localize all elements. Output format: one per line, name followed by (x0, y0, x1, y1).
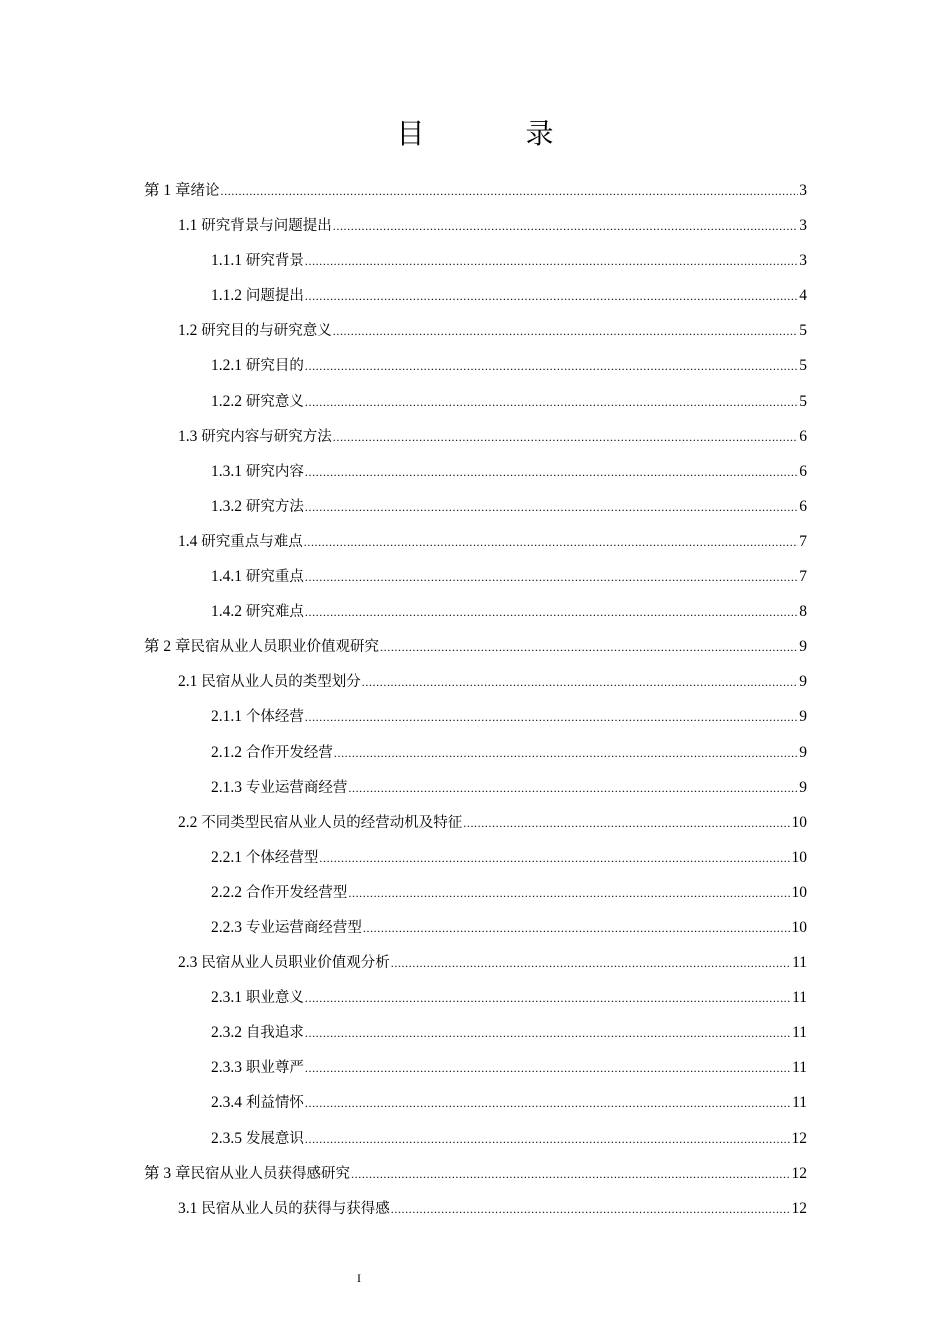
toc-entry-text: 职业意义 (245, 990, 304, 1007)
toc-dot-leader (305, 455, 798, 490)
toc-entry-number: 2.3.3 (211, 1059, 242, 1077)
toc-entry-text: 专业运营商经营 (245, 779, 348, 796)
toc-entry-heading (211, 1085, 304, 1121)
toc-entry-number: 1.2.1 (211, 357, 242, 375)
toc-page-number: 9 (799, 638, 807, 656)
toc-entry[interactable] (144, 735, 807, 770)
toc-entry[interactable] (144, 559, 807, 594)
toc-entry[interactable] (144, 278, 807, 313)
toc-page-number: 7 (799, 532, 807, 550)
toc-entry-heading (178, 419, 332, 455)
toc-entry-text: 不同类型民宿从业人员的经营动机及特征 (201, 814, 463, 831)
toc-dot-leader (391, 1192, 791, 1227)
toc-page-number: 9 (799, 778, 807, 796)
toc-entry-heading (211, 875, 347, 911)
toc-dot-leader (304, 525, 799, 560)
toc-dot-leader (391, 946, 791, 981)
toc-dot-leader (305, 595, 798, 630)
toc-entry[interactable] (144, 840, 807, 875)
toc-entry-heading (211, 384, 304, 420)
toc-entry-text: 自我追求 (245, 1025, 304, 1042)
toc-entry-text: 合作开发经营 (245, 744, 333, 761)
toc-entry-number: 2.2.3 (211, 918, 242, 936)
toc-page-number: 11 (792, 1024, 807, 1042)
toc-entry-text: 研究内容与研究方法 (201, 428, 332, 445)
toc-entry-number: 1.3 (178, 427, 198, 445)
toc-entry-heading (211, 559, 304, 595)
toc-entry[interactable] (144, 699, 807, 734)
toc-entry-heading (144, 629, 379, 665)
toc-dot-leader (305, 560, 798, 595)
toc-entry[interactable] (144, 629, 807, 664)
toc-entry-number: 2.1 (178, 673, 198, 691)
toc-entry-heading (211, 699, 304, 735)
toc-entry[interactable] (144, 805, 807, 840)
toc-dot-leader (380, 630, 798, 665)
toc-page-number: 10 (791, 848, 807, 866)
toc-entry[interactable] (144, 910, 807, 945)
toc-entry-number: 2.2.2 (211, 883, 242, 901)
toc-entry-number: 1.1 (178, 217, 198, 235)
toc-entry-text: 专业运营商经营型 (245, 919, 362, 936)
toc-page-number: 4 (799, 287, 807, 305)
toc-entry-heading (211, 454, 304, 490)
toc-page-number: 11 (792, 1094, 807, 1112)
toc-entry-text: 研究方法 (245, 498, 304, 515)
toc-entry-number: 1.4.2 (211, 603, 242, 621)
toc-entry[interactable] (144, 1015, 807, 1050)
toc-entry-text: 个体经营 (245, 709, 304, 726)
toc-entry[interactable] (144, 664, 807, 699)
toc-dot-leader (305, 279, 798, 314)
toc-entry-text: 利益情怀 (245, 1095, 304, 1112)
toc-entry-text: 研究内容 (245, 463, 304, 480)
toc-entry-number: 2.2 (178, 813, 198, 831)
toc-dot-leader (363, 911, 791, 946)
toc-entry-heading (178, 1191, 390, 1227)
toc-entry-text: 职业尊严 (245, 1060, 304, 1077)
toc-entry-heading (178, 313, 332, 349)
toc-entry-heading (211, 735, 333, 771)
toc-entry[interactable] (144, 1191, 807, 1226)
toc-page-number: 5 (799, 322, 807, 340)
toc-dot-leader (305, 1086, 791, 1121)
table-of-contents (144, 173, 807, 1226)
toc-entry-number: 2.3.4 (211, 1094, 242, 1112)
toc-entry-text: 民宿从业人员职业价值观分析 (201, 955, 390, 972)
toc-entry[interactable] (144, 524, 807, 559)
toc-entry-text: 研究背景与问题提出 (201, 218, 332, 235)
toc-page-number: 12 (791, 1199, 807, 1217)
toc-entry-number: 2.3 (178, 954, 198, 972)
toc-dot-leader (333, 420, 799, 455)
toc-entry[interactable] (144, 313, 807, 348)
toc-dot-leader (305, 490, 798, 525)
toc-entry-heading (211, 243, 304, 279)
toc-entry-text: 研究目的 (245, 358, 304, 375)
toc-entry-number: 1.3.1 (211, 462, 242, 480)
toc-page-number: 3 (799, 217, 807, 235)
toc-dot-leader (334, 736, 798, 771)
toc-entry-number: 2.3.2 (211, 1024, 242, 1042)
toc-entry-text: 合作开发经营型 (245, 884, 348, 901)
toc-entry[interactable] (144, 1156, 807, 1191)
toc-entry-text: 研究重点 (245, 569, 304, 586)
toc-entry-number: 1.3.2 (211, 497, 242, 515)
toc-page-number: 9 (799, 743, 807, 761)
toc-entry-heading (211, 770, 347, 806)
toc-entry-heading (211, 489, 304, 525)
toc-entry-number: 2.1.1 (211, 708, 242, 726)
toc-entry-heading (178, 664, 361, 700)
toc-entry-text: 发展意识 (245, 1130, 304, 1147)
toc-dot-leader (305, 1016, 791, 1051)
toc-entry[interactable] (144, 384, 807, 419)
toc-entry-text: 民宿从业人员职业价值观研究 (190, 639, 380, 656)
toc-entry-heading (211, 348, 304, 384)
toc-page-number: 6 (799, 427, 807, 445)
toc-entry-number: 第 2 章 (144, 638, 191, 656)
toc-dot-leader (305, 981, 791, 1016)
toc-entry-heading (178, 524, 303, 560)
toc-entry-heading (178, 805, 462, 841)
page-number-footer: I (357, 1271, 361, 1285)
toc-entry-number: 1.4 (178, 532, 198, 550)
toc-entry-text: 研究背景 (245, 253, 304, 270)
toc-entry[interactable] (144, 1085, 807, 1120)
toc-entry-text: 绪论 (190, 183, 220, 199)
toc-entry[interactable] (144, 1121, 807, 1156)
toc-entry-heading (178, 208, 332, 244)
toc-entry-number: 2.1.3 (211, 778, 242, 796)
toc-entry[interactable] (144, 875, 807, 910)
toc-entry-heading (211, 980, 304, 1016)
toc-page-number: 11 (792, 954, 807, 972)
toc-dot-leader (305, 385, 798, 420)
toc-entry-number: 2.3.5 (211, 1129, 242, 1147)
toc-dot-leader (305, 1051, 791, 1086)
toc-entry-heading (211, 840, 318, 876)
toc-page-number: 3 (799, 182, 807, 199)
toc-entry-text: 个体经营型 (245, 849, 319, 866)
toc-entry-text: 研究难点 (245, 604, 304, 621)
toc-dot-leader (221, 174, 799, 209)
toc-entry-number: 2.3.1 (211, 989, 242, 1007)
toc-page-number: 3 (799, 252, 807, 270)
toc-entry[interactable] (144, 1050, 807, 1085)
toc-entry-number: 2.1.2 (211, 743, 242, 761)
toc-page-number: 12 (791, 1164, 807, 1182)
toc-entry-text: 民宿从业人员获得感研究 (190, 1165, 351, 1182)
toc-entry-text: 民宿从业人员的类型划分 (201, 674, 361, 691)
toc-entry[interactable] (144, 945, 807, 980)
toc-entry-number: 2.2.1 (211, 848, 242, 866)
toc-page-number: 10 (791, 813, 807, 831)
toc-page-number: 6 (799, 462, 807, 480)
toc-entry-text: 民宿从业人员的获得与获得感 (201, 1200, 390, 1217)
toc-entry-heading (144, 173, 220, 209)
toc-dot-leader (348, 771, 798, 806)
toc-entry[interactable] (144, 980, 807, 1015)
toc-dot-leader (305, 244, 798, 279)
toc-entry-number: 1.1.2 (211, 287, 242, 305)
toc-entry-text: 研究重点与难点 (201, 533, 303, 550)
toc-page-number: 5 (799, 357, 807, 375)
toc-dot-leader (305, 349, 798, 384)
toc-entry-heading (211, 1121, 304, 1157)
toc-entry-number: 1.2.2 (211, 392, 242, 410)
toc-page-number: 11 (792, 1059, 807, 1077)
toc-page-number: 12 (791, 1129, 807, 1147)
toc-dot-leader (305, 700, 798, 735)
toc-entry-heading (144, 1156, 350, 1192)
toc-page-number: 5 (799, 392, 807, 410)
toc-page-number: 8 (799, 603, 807, 621)
toc-entry-number: 1.2 (178, 322, 198, 340)
toc-dot-leader (333, 314, 799, 349)
toc-entry-number: 第 3 章 (144, 1164, 191, 1182)
toc-entry-heading (211, 910, 362, 946)
toc-entry[interactable] (144, 173, 807, 208)
toc-entry[interactable] (144, 243, 807, 278)
toc-entry-number: 3.1 (178, 1199, 198, 1217)
toc-dot-leader (463, 806, 790, 841)
toc-entry[interactable] (144, 770, 807, 805)
toc-entry-text: 研究意义 (245, 393, 304, 410)
toc-entry[interactable] (144, 419, 807, 454)
toc-dot-leader (333, 209, 799, 244)
toc-entry-heading (211, 594, 304, 630)
toc-entry[interactable] (144, 208, 807, 243)
toc-title: 目 录 (396, 117, 600, 150)
toc-dot-leader (319, 841, 790, 876)
toc-entry-text: 问题提出 (245, 288, 304, 305)
toc-entry[interactable] (144, 348, 807, 383)
toc-entry[interactable] (144, 489, 807, 524)
toc-dot-leader (351, 1157, 790, 1192)
toc-entry-number: 1.4.1 (211, 568, 242, 586)
toc-entry-text: 研究目的与研究意义 (201, 323, 332, 340)
toc-page-number: 10 (791, 918, 807, 936)
toc-entry-number: 第 1 章 (144, 182, 191, 199)
toc-dot-leader (362, 665, 799, 700)
toc-page-number: 11 (792, 989, 807, 1007)
toc-page-number: 7 (799, 568, 807, 586)
toc-entry[interactable] (144, 454, 807, 489)
toc-dot-leader (348, 876, 790, 911)
toc-entry[interactable] (144, 594, 807, 629)
toc-entry-heading (211, 278, 304, 314)
toc-dot-leader (305, 1122, 791, 1157)
toc-entry-number: 1.1.1 (211, 252, 242, 270)
toc-entry-heading (178, 945, 390, 981)
toc-page-number: 6 (799, 497, 807, 515)
toc-page-number: 10 (791, 883, 807, 901)
toc-entry-heading (211, 1015, 304, 1051)
toc-page-number: 9 (799, 708, 807, 726)
toc-entry-heading (211, 1050, 304, 1086)
toc-page-number: 9 (799, 673, 807, 691)
